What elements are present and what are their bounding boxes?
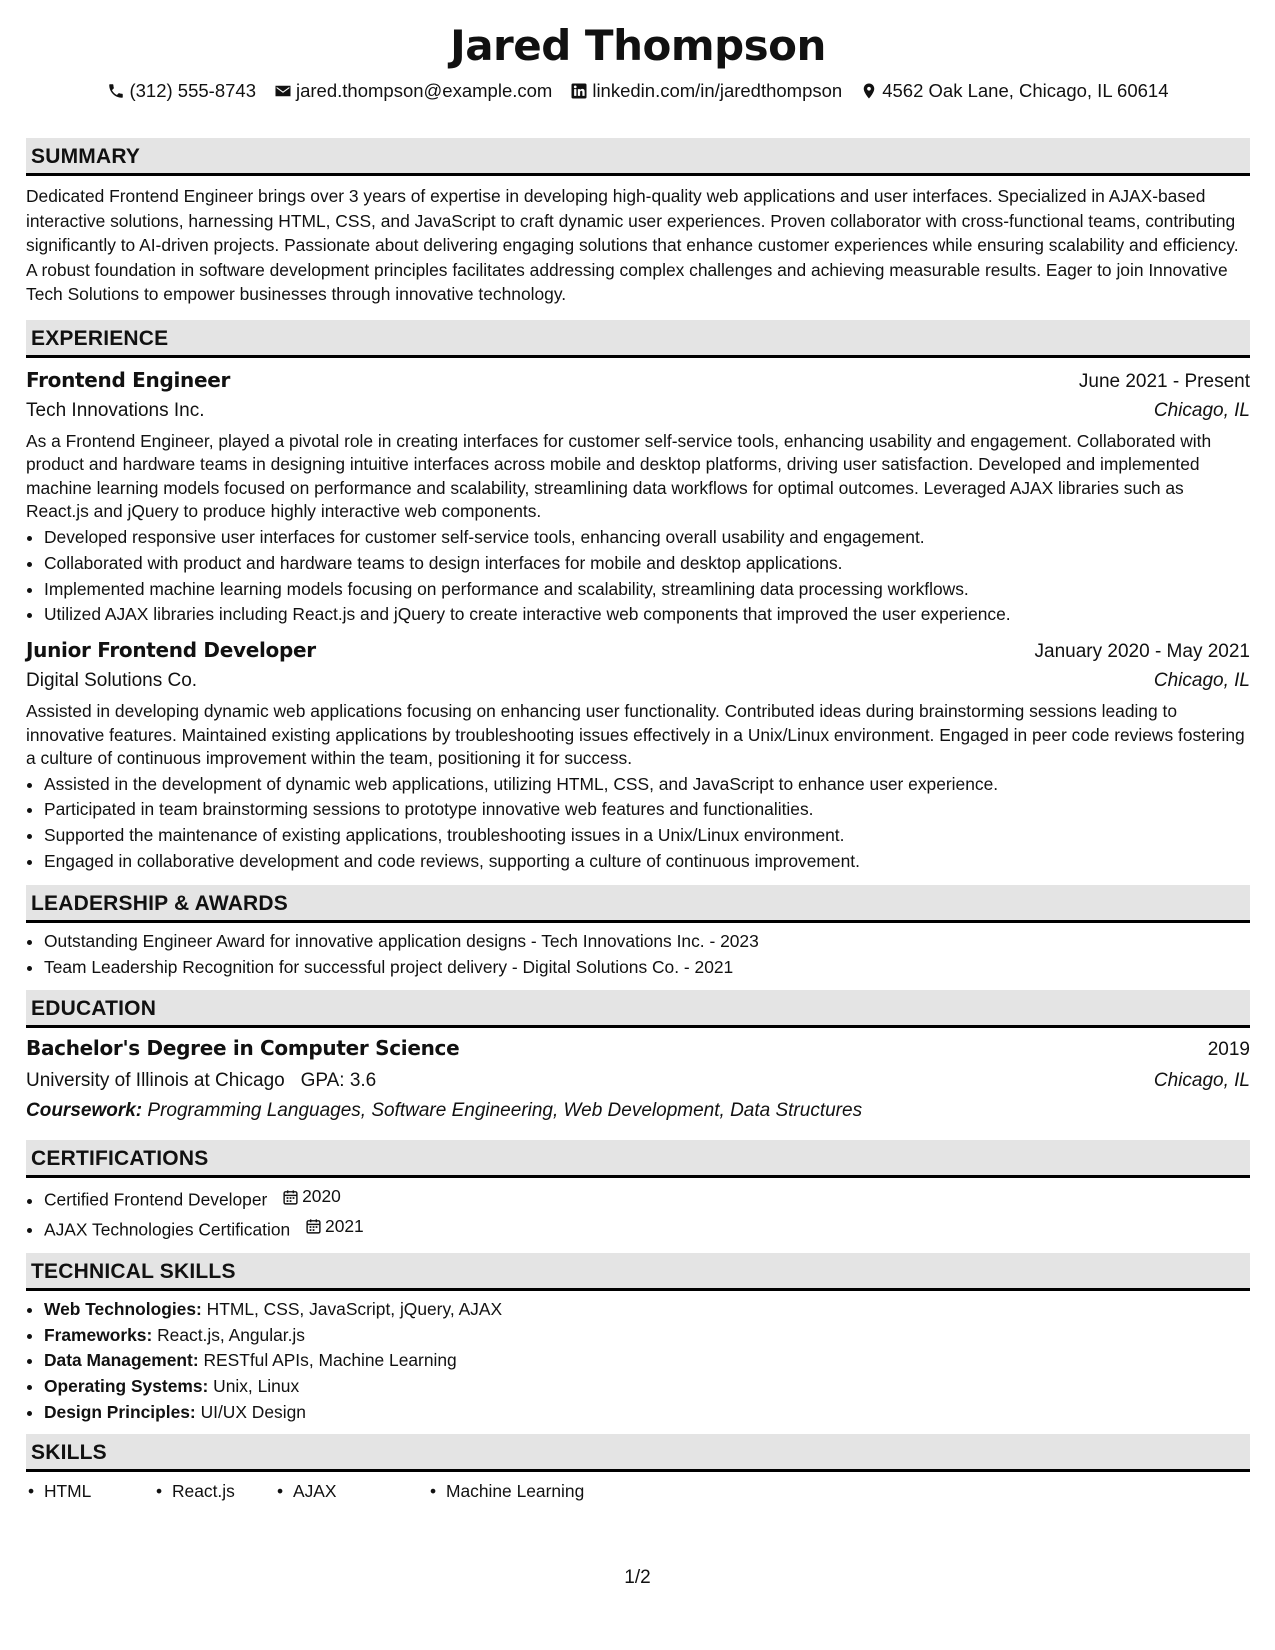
phone-text: (312) 555-8743	[129, 80, 256, 101]
calendar-icon	[282, 1189, 299, 1206]
certification-date	[305, 1214, 364, 1240]
page-number: 1/2	[624, 1567, 651, 1588]
skill-category: Web Technologies:	[44, 1298, 202, 1319]
section-heading: SKILLS	[26, 1434, 1250, 1472]
list-item	[44, 1214, 1250, 1243]
awards-list	[26, 929, 1250, 981]
skill-category: Data Management:	[44, 1350, 199, 1371]
experience-section	[26, 320, 1250, 885]
company-name: Digital Solutions Co.	[26, 670, 198, 692]
certification-name: Certified Frontend Developer	[44, 1189, 268, 1210]
job-bullets	[26, 772, 1250, 875]
job-location: Chicago, IL	[1153, 399, 1250, 421]
list-item: • Assisted in the development of dynamic web applications, utilizing HTML, CSS, and JavaScript to enhance user experience.	[44, 772, 1250, 798]
list-item	[44, 1297, 1250, 1323]
school-location: Chicago, IL	[1153, 1070, 1250, 1092]
job-location: Chicago, IL	[1153, 670, 1250, 692]
linkedin-text[interactable]: linkedin.com/in/jaredthompson	[592, 80, 843, 101]
resume-page	[26, 20, 1250, 1506]
school-line	[26, 1066, 376, 1096]
contact-linkedin[interactable]	[570, 78, 842, 104]
contact-bar	[26, 78, 1250, 104]
job-title: Frontend Engineer	[26, 367, 231, 392]
section-heading: TECHNICAL SKILLS	[26, 1253, 1250, 1291]
list-item: • Supported the maintenance of existing applications, troubleshooting issues in a Unix/Linux environment.	[44, 823, 1250, 849]
section-heading: CERTIFICATIONS	[26, 1140, 1250, 1178]
section-heading: EDUCATION	[26, 990, 1250, 1028]
job-dates: January 2020 - May 2021	[1034, 641, 1250, 663]
list-item	[44, 1374, 1250, 1400]
job-description: As a Frontend Engineer, played a pivotal role in creating interfaces for customer self-service tools, enhancing usability and engagement. Collaborated with product and hardware teams in designing intuitive interfaces across mobile and desktop platforms, driving user satisfaction. Developed and implemented machine learning models focused on performance and scalability, streamlining data workflows for optimal outcomes. Leveraged AJAX libraries such as React.js and jQuery to produce highly interactive web components.	[26, 430, 1212, 522]
list-item	[44, 1348, 1250, 1374]
skills-list	[26, 1476, 1250, 1506]
job-bullets	[26, 525, 1250, 628]
summary-section	[26, 138, 1250, 307]
technical-skills-list	[26, 1297, 1250, 1426]
list-item: • Implemented machine learning models focusing on performance and scalability, streamlining data processing workflows.	[44, 577, 1250, 603]
linkedin-icon	[570, 82, 588, 100]
degree-title: Bachelor's Degree in Computer Science	[26, 1036, 460, 1061]
company-name: Tech Innovations Inc.	[26, 399, 205, 421]
skill-category: Design Principles:	[44, 1402, 196, 1422]
job-description: Assisted in developing dynamic web applications focusing on enhancing user functionality. Contributed ideas during brainstorming sessions leading to innovative features. Maintained existing applications by troubleshooting issues effectively in a Unix/Linux environment. Engaged in peer code reviews fostering a culture of continuous improvement within the team, positioning it for success.	[26, 701, 1245, 769]
skill-values: Unix, Linux	[213, 1376, 300, 1397]
section-heading: EXPERIENCE	[26, 320, 1250, 358]
address-text: 4562 Oak Lane, Chicago, IL 60614	[882, 80, 1169, 101]
calendar-icon	[305, 1218, 322, 1235]
education-section	[26, 990, 1250, 1140]
list-item: • Utilized AJAX libraries including React.js and jQuery to create interactive web components that improved the user experience.	[44, 602, 1250, 628]
skill-category: Operating Systems:	[44, 1376, 209, 1397]
list-item	[44, 1184, 1250, 1213]
contact-address	[860, 78, 1168, 104]
list-item: • Collaborated with product and hardware teams to design interfaces for mobile and desktop applications.	[44, 551, 1250, 577]
list-item: • Developed responsive user interfaces for customer self-service tools, enhancing overall usability and engagement.	[44, 525, 1250, 551]
skill-values: HTML, CSS, JavaScript, jQuery, AJAX	[206, 1298, 503, 1319]
section-heading: SUMMARY	[26, 138, 1250, 176]
certification-name: AJAX Technologies Certification	[44, 1219, 291, 1240]
phone-icon	[107, 82, 125, 100]
job-entry	[26, 365, 1250, 628]
certification-year: 2021	[325, 1215, 364, 1236]
list-item	[44, 1400, 1250, 1426]
contact-phone	[107, 78, 256, 104]
coursework-line	[26, 1096, 1250, 1126]
email-text[interactable]: jared.thompson@example.com	[296, 80, 553, 101]
skill-category: Frameworks:	[44, 1324, 153, 1345]
coursework-label: Coursework:	[26, 1100, 143, 1122]
list-item: • HTML	[26, 1476, 154, 1506]
list-item: • Participated in team brainstorming sessions to prototype innovative web features and functionalities.	[44, 797, 1250, 823]
certifications-list	[26, 1184, 1250, 1242]
graduation-year: 2019	[1207, 1039, 1250, 1061]
candidate-name: Jared Thompson	[450, 21, 826, 70]
leadership-section	[26, 885, 1250, 991]
certifications-section	[26, 1140, 1250, 1252]
school-name: University of Illinois at Chicago	[26, 1070, 285, 1092]
coursework-text: Programming Languages, Software Engineering, Web Development, Data Structures	[147, 1100, 863, 1122]
technical-skills-section	[26, 1253, 1250, 1434]
list-item: • Outstanding Engineer Award for innovative application designs - Tech Innovations Inc. - 2023	[44, 929, 1250, 955]
job-dates: June 2021 - Present	[1078, 370, 1250, 392]
gpa: GPA: 3.6	[300, 1070, 377, 1092]
skill-values: UI/UX Design	[200, 1402, 306, 1422]
skill-values: React.js, Angular.js	[157, 1324, 305, 1345]
contact-email[interactable]	[274, 78, 552, 104]
envelope-icon	[274, 82, 292, 100]
skill-values: RESTful APIs, Machine Learning	[203, 1350, 457, 1371]
list-item: • React.js	[154, 1476, 275, 1506]
certification-year: 2020	[302, 1186, 341, 1207]
list-item: • Team Leadership Recognition for successful project delivery - Digital Solutions Co. - 2021	[44, 955, 1250, 981]
job-entry	[26, 635, 1250, 875]
skills-section	[26, 1434, 1250, 1506]
job-title: Junior Frontend Developer	[26, 638, 316, 663]
list-item: • AJAX	[275, 1476, 428, 1506]
certification-date	[282, 1184, 341, 1210]
map-pin-icon	[860, 82, 878, 100]
section-heading: LEADERSHIP & AWARDS	[26, 885, 1250, 923]
list-item: • Machine Learning	[428, 1476, 584, 1506]
summary-text: Dedicated Frontend Engineer brings over 3 years of expertise in developing high-quality web applications and user interfaces. Specialized in AJAX-based interactive solutions, harnessing HTML, CSS, and JavaScript to craft dynamic user experiences. Proven collaborator with cross-functional teams, contributing significantly to AI-driven projects. Passionate about delivering engaging solutions that enhance customer experiences while ensuring scalability and efficiency. A robust foundation in software development principles facilitates addressing complex challenges and achieving measurable results. Eager to join Innovative Tech Solutions to empower businesses through innovative technology.	[26, 186, 1239, 305]
list-item: • Engaged in collaborative development and code reviews, supporting a culture of continuous improvement.	[44, 849, 1250, 875]
list-item	[44, 1323, 1250, 1349]
